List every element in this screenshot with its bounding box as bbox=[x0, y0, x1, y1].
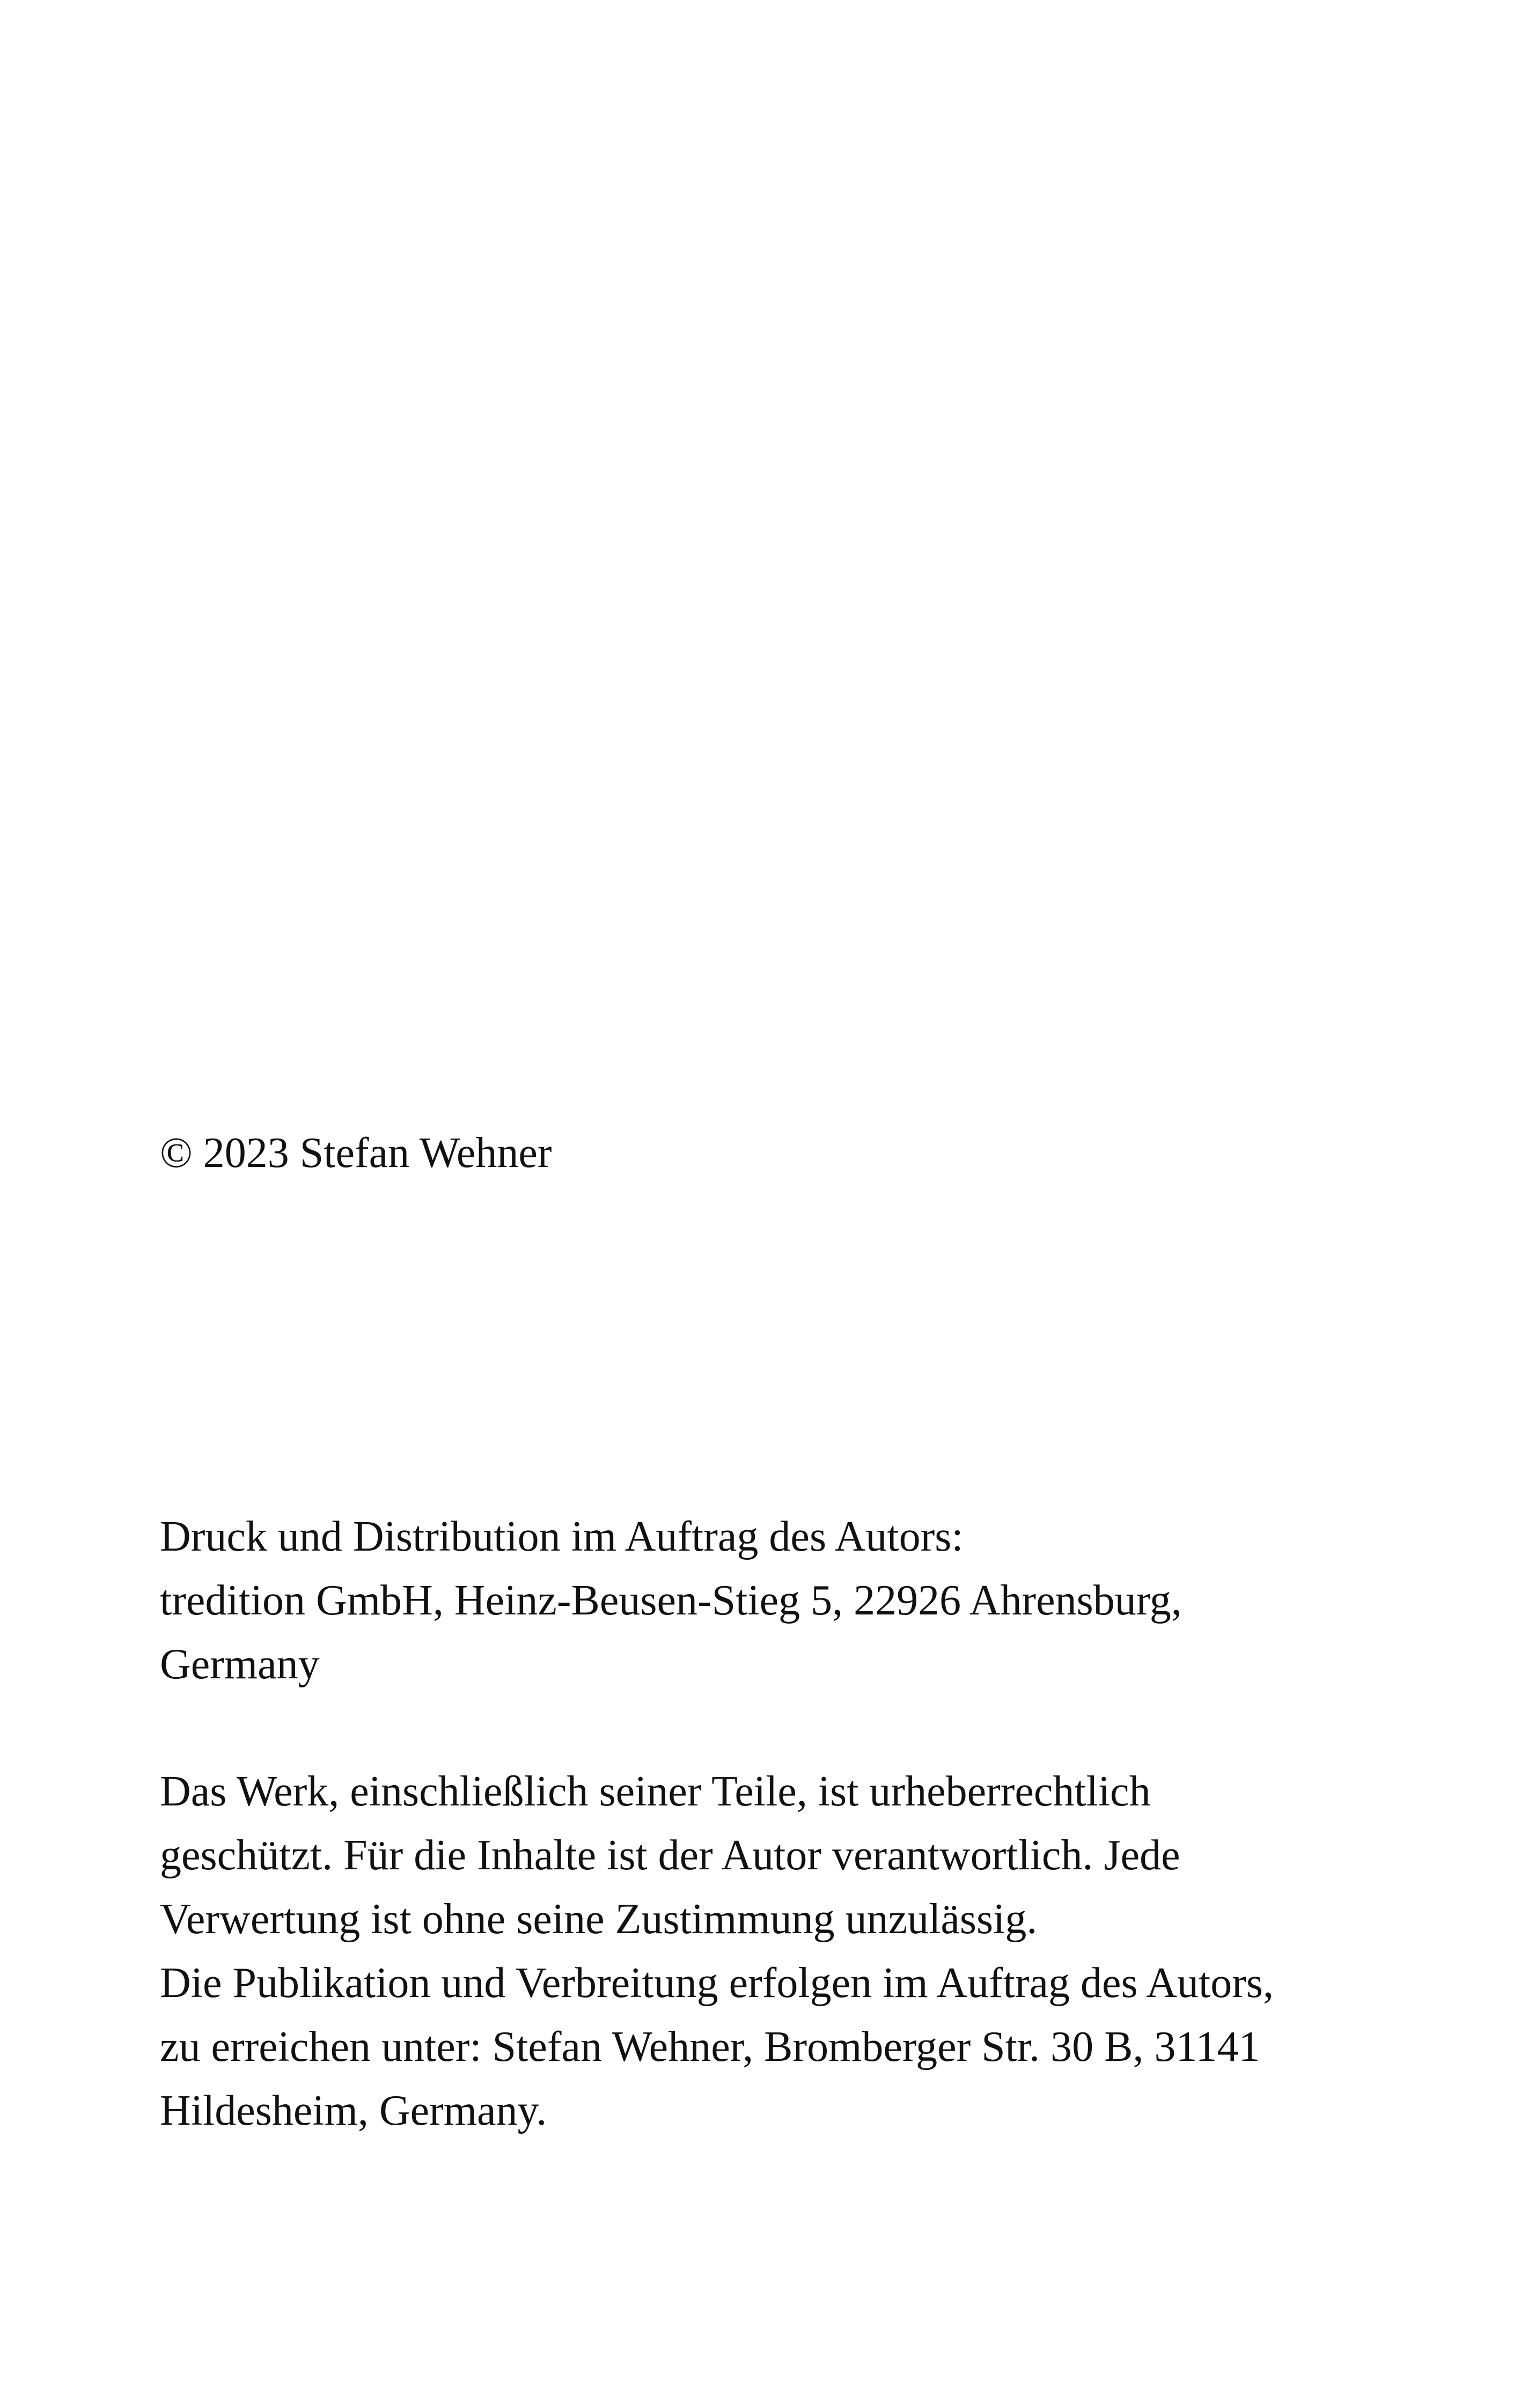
copyright-line: © 2023 Stefan Wehner bbox=[160, 1129, 552, 1177]
legal-line: geschützt. Für die Inhalte ist der Autor verantwortlich. Jede bbox=[160, 1832, 1180, 1879]
legal-line: zu erreichen unter: Stefan Wehner, Bromberger Str. 30 B, 31141 bbox=[160, 2023, 1260, 2071]
printing-distribution-notice bbox=[160, 1505, 1394, 1697]
imprint-line: Druck und Distribution im Auftrag des Autors: bbox=[160, 1513, 964, 1560]
copyright-notice bbox=[160, 1121, 1394, 1185]
legal-line: Hildesheim, Germany. bbox=[160, 2087, 547, 2134]
legal-line: Das Werk, einschließlich seiner Teile, ist urheberrechtlich bbox=[160, 1768, 1151, 1815]
imprint-line: tredition GmbH, Heinz-Beusen-Stieg 5, 22926 Ahrensburg, bbox=[160, 1577, 1182, 1624]
imprint-line: Germany bbox=[160, 1641, 320, 1688]
legal-notice bbox=[160, 1760, 1394, 2143]
legal-line: Die Publikation und Verbreitung erfolgen im Auftrag des Autors, bbox=[160, 1959, 1274, 2007]
legal-line: Verwertung ist ohne seine Zustimmung unzulässig. bbox=[160, 1896, 1038, 1943]
